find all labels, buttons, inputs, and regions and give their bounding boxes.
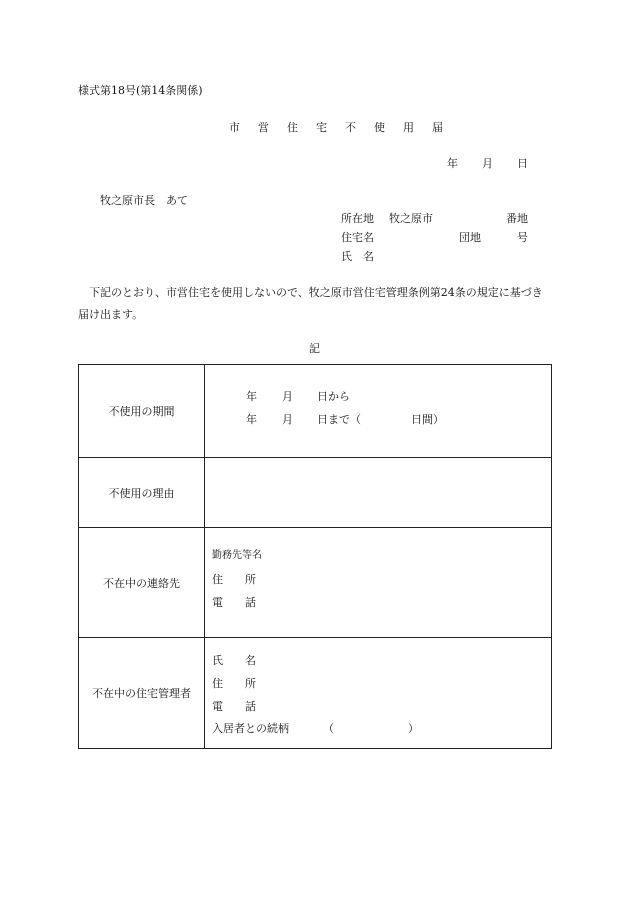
manager-name: 氏 名 [212, 654, 256, 667]
manager-cell[interactable] [205, 638, 552, 749]
applicant-address-label: 所在地 [341, 212, 374, 225]
title-char: 営 [258, 121, 269, 134]
period-from-year: 年 [246, 390, 257, 403]
application-table [78, 364, 552, 749]
manager-row [79, 638, 552, 749]
title-char: 使 [374, 121, 385, 134]
period-label: 不使用の期間 [79, 365, 205, 458]
period-cell[interactable] [205, 365, 552, 458]
title-char: 不 [345, 121, 356, 134]
contact-address: 住 所 [212, 573, 256, 586]
manager-label: 不在中の住宅管理者 [79, 638, 205, 749]
reason-label: 不使用の理由 [79, 458, 205, 528]
title-char: 市 [229, 121, 240, 134]
title-char: 宅 [316, 121, 327, 134]
period-row [79, 365, 552, 458]
document-title [229, 122, 443, 133]
applicant-name-label: 氏 名 [341, 250, 374, 263]
manager-address: 住 所 [212, 677, 256, 690]
addressee: 牧之原市長 あて [100, 194, 188, 207]
period-days: 日間） [411, 413, 444, 426]
applicant-address-city: 牧之原市 [389, 212, 433, 225]
manager-phone: 電 話 [212, 700, 256, 713]
date-year: 年 [447, 157, 458, 170]
statement-paragraph: 下記のとおり、市営住宅を使用しないので、牧之原市営住宅管理条例第24条の規定に基づき届け出ます。 [78, 286, 543, 321]
manager-relation-close: ） [408, 722, 419, 735]
manager-relation-open: （ [323, 722, 334, 735]
contact-row [79, 528, 552, 638]
applicant-housing-label: 住宅名 [341, 231, 374, 244]
period-from-month: 月 [282, 390, 293, 403]
contact-workplace: 勤務先等名 [212, 550, 262, 561]
applicant-address-banchi: 番地 [506, 212, 528, 225]
period-to-month: 月 [282, 413, 293, 426]
date-day: 日 [517, 157, 528, 170]
period-from-day: 日から [317, 390, 350, 403]
reason-row [79, 458, 552, 528]
applicant-housing-go: 号 [517, 231, 528, 244]
reason-cell[interactable] [205, 458, 552, 528]
period-to-day: 日まで（ [317, 413, 361, 426]
title-char: 用 [403, 121, 414, 134]
form-number: 様式第18号(第14条関係) [78, 84, 203, 97]
title-char: 住 [287, 121, 298, 134]
ki-heading: 記 [309, 342, 320, 355]
contact-label: 不在中の連絡先 [79, 528, 205, 638]
date-month: 月 [482, 157, 493, 170]
contact-cell[interactable] [205, 528, 552, 638]
period-to-year: 年 [246, 413, 257, 426]
manager-relation: 入居者との続柄 [212, 722, 289, 735]
applicant-housing-danchi: 団地 [459, 231, 481, 244]
title-char: 届 [432, 121, 443, 134]
contact-phone: 電 話 [212, 596, 256, 609]
